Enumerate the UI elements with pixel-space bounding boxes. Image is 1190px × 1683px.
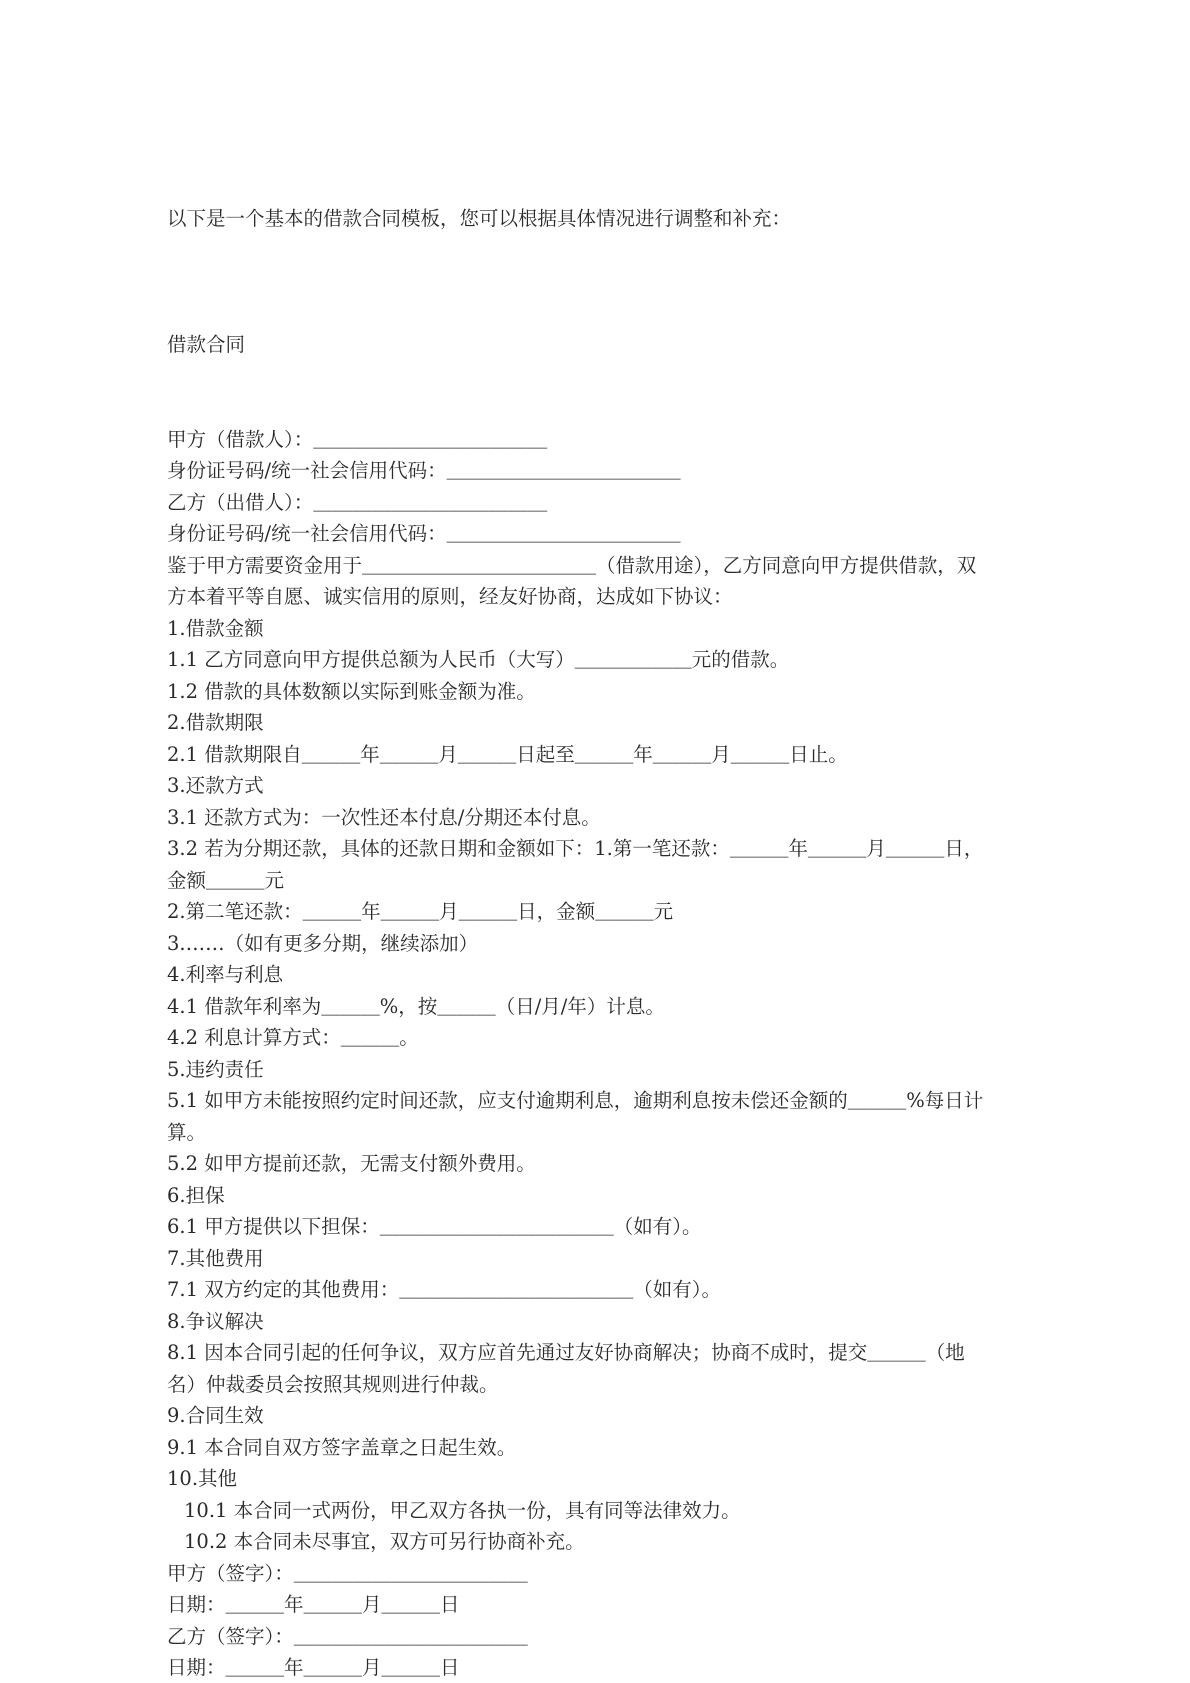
section-7-heading: 7.其他费用 — [167, 1246, 264, 1270]
clause-10-1: 10.1 本合同一式两份，甲乙双方各执一份，具有同等法律效力。 — [184, 1498, 741, 1522]
section-4-heading: 4.利率与利息 — [167, 963, 284, 986]
signature-party-b: 乙方（签字）：＿＿＿＿＿＿＿＿＿＿＿＿ — [167, 1624, 528, 1648]
preamble: 鉴于甲方需要资金用于＿＿＿＿＿＿＿＿＿＿＿＿（借款用途），乙方同意向甲方提供借款，双方本着平等自愿、诚实信用的原则，经友好协商，达成如下协议： — [167, 553, 977, 608]
intro-paragraph: 以下是一个基本的借款合同模板，您可以根据具体情况进行调整和补充： — [167, 207, 792, 230]
clause-8-1: 8.1 因本合同引起的任何争议，双方应首先通过友好协商解决；协商不成时，提交＿＿＿（地名）仲裁委员会按照其规则进行仲裁。 — [167, 1341, 965, 1396]
party-b-id: 身份证号码/统一社会信用代码：＿＿＿＿＿＿＿＿＿＿＿＿ — [167, 522, 681, 545]
clause-3-2-item-3: 3.……（如有更多分期，继续添加） — [167, 931, 479, 955]
section-3-heading: 3.还款方式 — [167, 774, 264, 797]
section-10-heading: 10.其他 — [167, 1467, 238, 1490]
party-a: 甲方（借款人）：＿＿＿＿＿＿＿＿＿＿＿＿ — [167, 427, 548, 451]
section-5-heading: 5.违约责任 — [167, 1057, 264, 1081]
document-body — [167, 140, 990, 1683]
section-1-heading: 1.借款金额 — [167, 616, 264, 640]
clause-9-1: 9.1 本合同自双方签字盖章之日起生效。 — [167, 1435, 517, 1459]
section-8-heading: 8.争议解决 — [167, 1309, 264, 1333]
clause-10-2: 10.2 本合同未尽事宜，双方可另行协商补充。 — [184, 1530, 585, 1553]
signature-party-a: 甲方（签字）：＿＿＿＿＿＿＿＿＿＿＿＿ — [167, 1561, 528, 1585]
clause-7-1: 7.1 双方约定的其他费用：＿＿＿＿＿＿＿＿＿＿＿＿（如有）。 — [167, 1278, 721, 1301]
date-party-a: 日期：＿＿＿年＿＿＿月＿＿＿日 — [167, 1593, 460, 1616]
clause-1-2: 1.2 借款的具体数额以实际到账金额为准。 — [167, 679, 536, 703]
party-a-id: 身份证号码/统一社会信用代码：＿＿＿＿＿＿＿＿＿＿＿＿ — [167, 459, 681, 482]
clause-3-2-item-2: 2.第二笔还款：＿＿＿年＿＿＿月＿＿＿日，金额＿＿＿元 — [167, 900, 674, 923]
clause-2-1: 2.1 借款期限自＿＿＿年＿＿＿月＿＿＿日起至＿＿＿年＿＿＿月＿＿＿日止。 — [167, 742, 848, 766]
clause-3-2: 3.2 若为分期还款，具体的还款日期和金额如下：1.第一笔还款：＿＿＿年＿＿＿月＿＿＿日，金额＿＿＿元 — [167, 837, 984, 892]
clause-6-1: 6.1 甲方提供以下担保：＿＿＿＿＿＿＿＿＿＿＿＿（如有）。 — [167, 1215, 702, 1238]
section-2-heading: 2.借款期限 — [167, 711, 264, 734]
clause-1-1: 1.1 乙方同意向甲方提供总额为人民币（大写）＿＿＿＿＿＿元的借款。 — [167, 648, 790, 671]
party-b: 乙方（出借人）：＿＿＿＿＿＿＿＿＿＿＿＿ — [167, 490, 548, 514]
section-9-heading: 9.合同生效 — [167, 1404, 264, 1427]
clause-3-1: 3.1 还款方式为：一次性还本付息/分期还本付息。 — [167, 805, 601, 829]
section-6-heading: 6.担保 — [167, 1183, 225, 1207]
contract-title: 借款合同 — [167, 333, 246, 356]
contract-clause-list — [167, 424, 990, 1683]
date-party-b: 日期：＿＿＿年＿＿＿月＿＿＿日 — [167, 1656, 460, 1679]
clause-4-2: 4.2 利息计算方式：＿＿＿。 — [167, 1026, 419, 1049]
clause-5-1: 5.1 如甲方未能按照约定时间还款，应支付逾期利息，逾期利息按未偿还金额的＿＿＿%每日计算。 — [167, 1089, 984, 1144]
clause-4-1: 4.1 借款年利率为＿＿＿%，按＿＿＿（日/月/年）计息。 — [167, 994, 665, 1018]
clause-5-2: 5.2 如甲方提前还款，无需支付额外费用。 — [167, 1152, 536, 1175]
